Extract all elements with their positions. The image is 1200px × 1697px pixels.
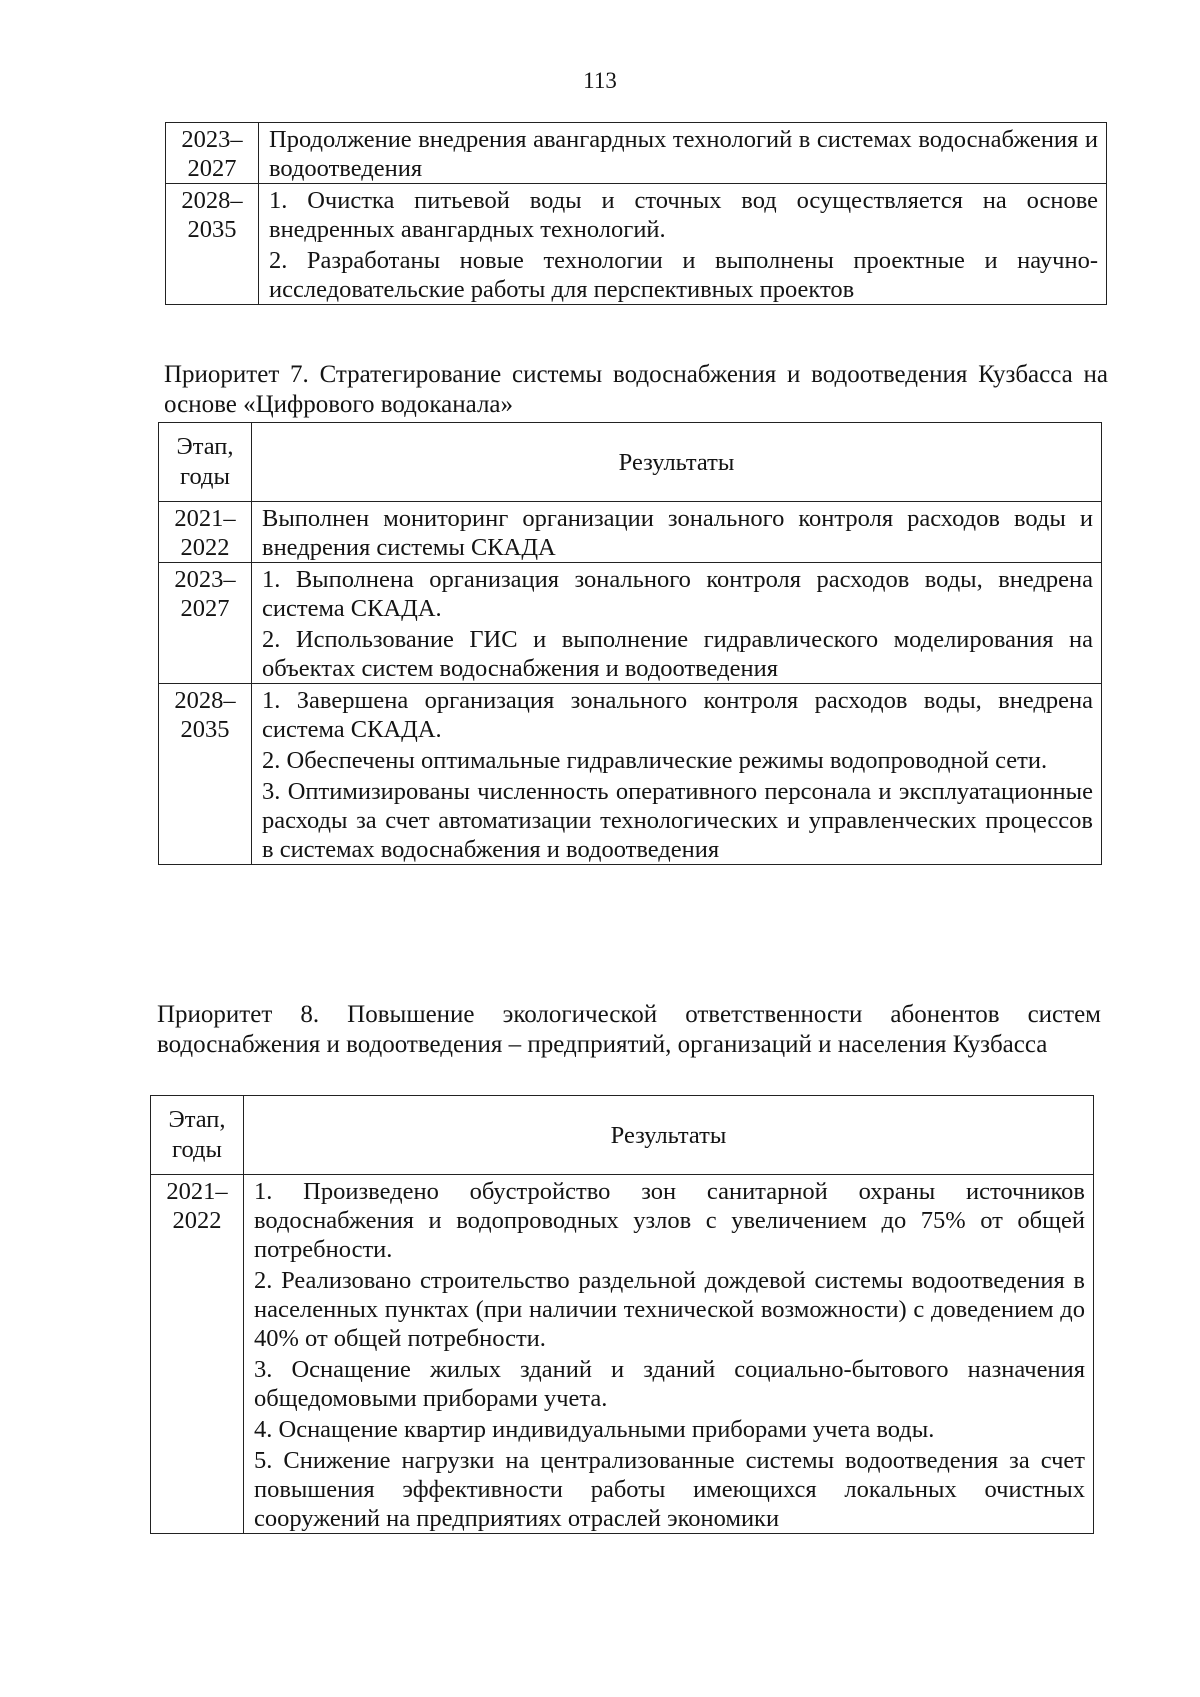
results-cell [252,502,1102,563]
result-item: 1. Завершена организация зонального контроля расходов воды, внедрена система СКАДА. [262,687,1093,743]
stage-cell: 2023– 2027 [166,123,259,184]
stage-column-header: Этап, годы [151,1096,244,1175]
result-item: 3. Оптимизированы численность оперативного персонала и эксплуатационные расходы за счет автоматизации технологических и управленческих процессов в системах водоснабжения и водоотведения [262,778,1093,863]
table-row [151,1175,1094,1534]
priority-7-table [158,422,1102,865]
stage-cell: 2023– 2027 [159,563,252,684]
priority-8-table [150,1095,1094,1534]
priority-7-caption: Приоритет 7. Стратегирование системы водоснабжения и водоотведения Кузбасса на основе «Цифрового водоканала» [164,361,1108,418]
stage-cell: 2021– 2022 [159,502,252,563]
results-column-header: Результаты [252,423,1102,502]
results-cell [252,563,1102,684]
priority-8-caption: Приоритет 8. Повышение экологической ответственности абонентов систем водоснабжения и водоотведения – предприятий, организаций и населения Кузбасса [157,1001,1101,1058]
stage-cell: 2028– 2035 [159,684,252,865]
result-item: Продолжение внедрения авангардных технологий в системах водоснабжения и водоотведения [269,126,1098,182]
results-cell [259,123,1107,184]
table-row [159,684,1102,865]
stage-cell: 2028– 2035 [166,184,259,305]
result-item: 5. Снижение нагрузки на централизованные системы водоотведения за счет повышения эффективности работы имеющихся локальных очистных сооружений на предприятиях отраслей экономики [254,1447,1085,1532]
result-item: 1. Выполнена организация зонального контроля расходов воды, внедрена система СКАДА. [262,566,1093,622]
result-item: 2. Обеспечены оптимальные гидравлические режимы водопроводной сети. [262,747,1048,774]
results-cell [259,184,1107,305]
results-cell [252,684,1102,865]
page-number: 113 [583,68,617,93]
table-row [159,563,1102,684]
result-item: 3. Оснащение жилых зданий и зданий социально-бытового назначения общедомовыми приборами учета. [254,1356,1085,1412]
table-header-row [159,423,1102,502]
result-item: 1. Произведено обустройство зон санитарной охраны источников водоснабжения и водопроводных узлов с увеличением до 75% от общей потребности. [254,1178,1085,1263]
table-row [166,184,1107,305]
results-cell [244,1175,1094,1534]
result-item: 2. Использование ГИС и выполнение гидравлического моделирования на объектах систем водоснабжения и водоотведения [262,626,1093,682]
stage-column-header: Этап, годы [159,423,252,502]
table-row [166,123,1107,184]
result-item: 1. Очистка питьевой воды и сточных вод осуществляется на основе внедренных авангардных технологий. [269,187,1098,243]
continued-results-table [165,122,1107,305]
result-item: 4. Оснащение квартир индивидуальными приборами учета воды. [254,1416,935,1443]
results-column-header: Результаты [244,1096,1094,1175]
table-row [159,502,1102,563]
stage-cell: 2021– 2022 [151,1175,244,1534]
result-item: 2. Реализовано строительство раздельной дождевой системы водоотведения в населенных пунктах (при наличии технической возможности) с доведением до 40% от общей потребности. [254,1267,1085,1352]
table-header-row [151,1096,1094,1175]
result-item: 2. Разработаны новые технологии и выполнены проектные и научно-исследовательские работы для перспективных проектов [269,247,1098,303]
result-item: Выполнен мониторинг организации зонального контроля расходов воды и внедрения системы СКАДА [262,505,1093,561]
